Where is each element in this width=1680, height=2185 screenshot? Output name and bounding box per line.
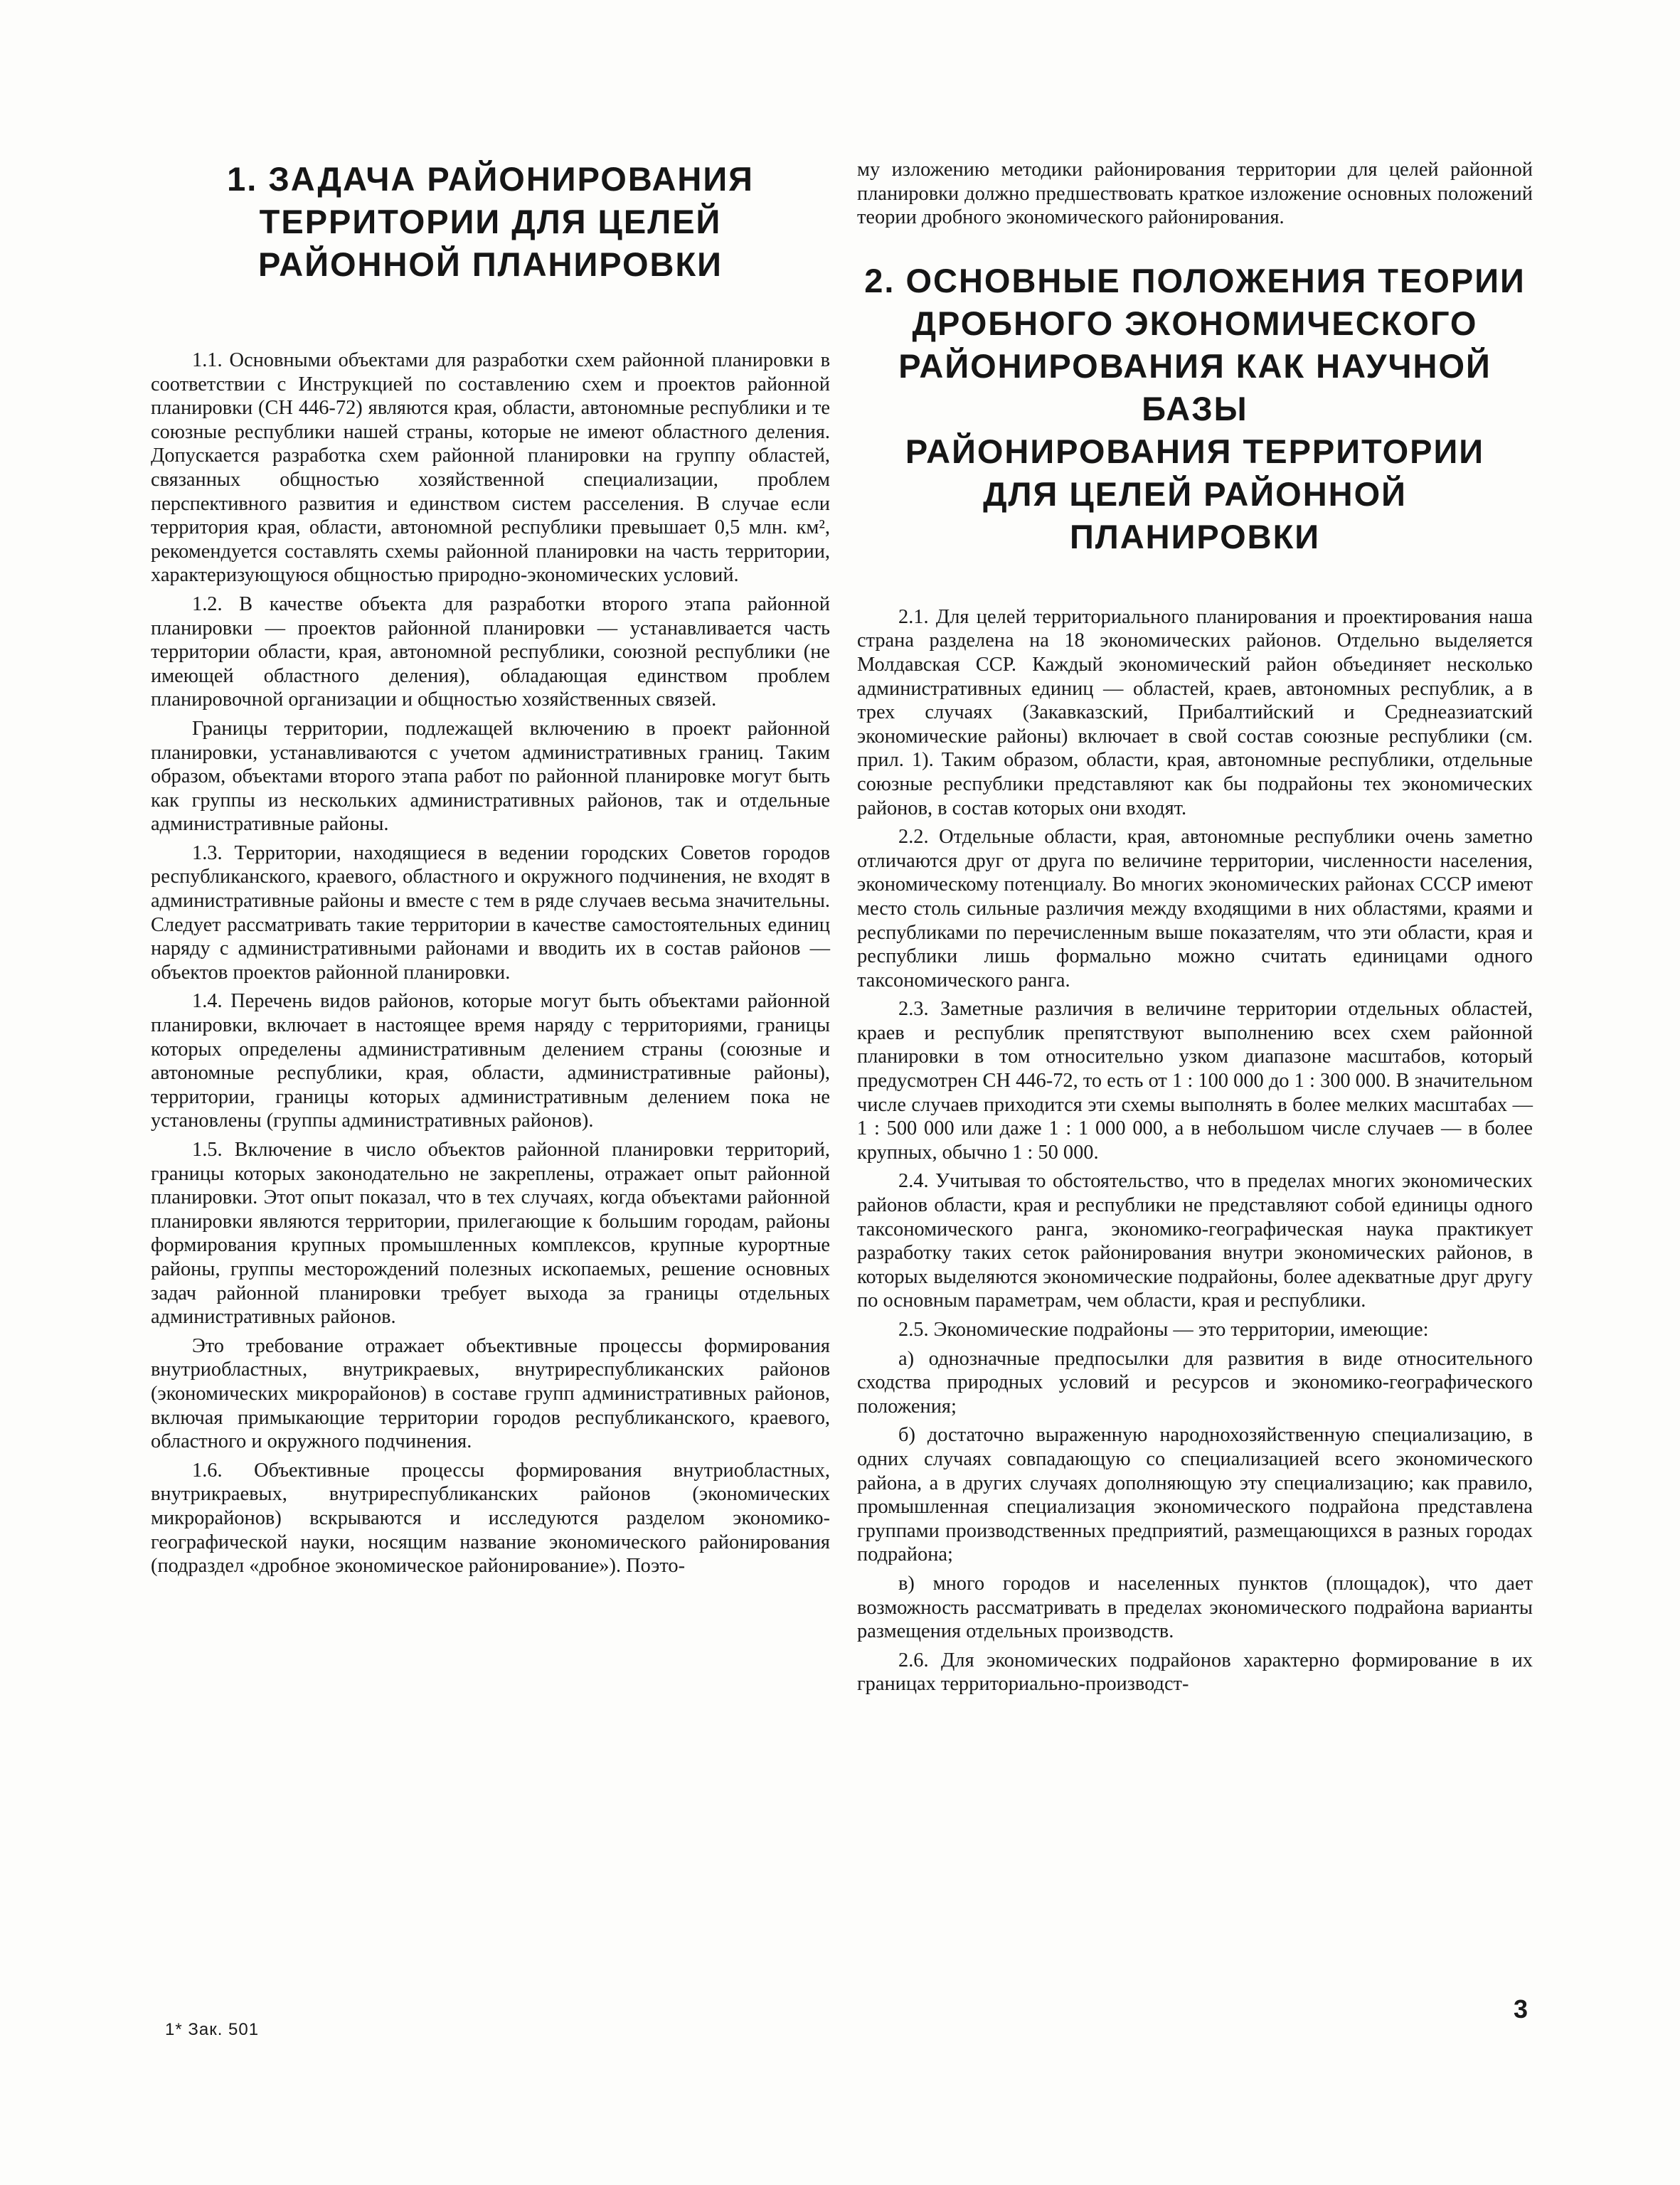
section-1-heading xyxy=(151,158,830,286)
continued-paragraph: му изложению методики районирования территории для целей районной планировки должно предшествовать краткое изложение основных положений теории дробного экономического районирования. xyxy=(857,159,1533,229)
paragraph-1-2: 1.2. В качестве объекта для разработки второго этапа районной планировки — проектов районной планировки — устанавливается часть территории области, края, автономной республики, союзной республики (не имеющей областного деления), обладающая единством проблем планировочной организации и общностью хозяйственных связей. xyxy=(151,592,830,711)
heading-line: 2. ОСНОВНЫЕ ПОЛОЖЕНИЯ ТЕОРИИ xyxy=(864,261,1526,299)
left-column xyxy=(151,158,830,1583)
paragraph-2-6: 2.6. Для экономических подрайонов характерно формирование в их границах территориально-производст- xyxy=(857,1649,1533,1696)
paragraph-1-1: 1.1. Основными объектами для разработки схем районной планировки в соответствии с Инструкцией по составлению схем и проектов районной планировки (СН 446-72) являются края, области, автономные республики и те союзные республики нашей страны, которые не имеют областного деления. Допускается разработка схем районной планировки на группу областей, связанных общностью хозяйственной специализации, проблем перспективного развития и единством систем расселения. В случае если территория края, области, автономной республики превышает 0,5 млн. км², рекомендуется составлять схемы районной планировки на часть территории, характеризующуюся общностью природно-экономических условий. xyxy=(151,349,830,587)
paragraph-2-3: 2.3. Заметные различия в величине территории отдельных областей, краев и республик препятствуют выполнению всех схем районной планировки в том относительно узком диапазоне масштабов, который предусмотрен СН 446-72, то есть от 1 : 100 000 до 1 : 300 000. В значительном числе случаев приходится эти схемы выполнять в более мелких масштабах — 1 : 500 000 или даже 1 : 1 000 000, а в небольшом числе случаев — в более крупных, обычно 1 : 50 000. xyxy=(857,998,1533,1164)
paragraph-2-5: 2.5. Экономические подрайоны — это территории, имеющие: xyxy=(898,1319,1429,1341)
heading-line: 1. ЗАДАЧА РАЙОНИРОВАНИЯ xyxy=(227,160,754,198)
page-number: 3 xyxy=(1514,1994,1529,2024)
paragraph-2-2: 2.2. Отдельные области, края, автономные республики очень заметно отличаются друг от друга по величине территории, численности населения, экономическому потенциалу. Во многих экономических районах СССР имеют место столь сильные различия между входящими в них областями, краями и республиками по перечисленным выше показателям, что эти области, края и республики лишь формально можно считать единицами одного таксономического ранга. xyxy=(857,826,1533,992)
paragraph-2-4: 2.4. Учитывая то обстоятельство, что в пределах многих экономических районов области, края и республики не представляют собой единицы одного таксономического ранга, экономико-географическая наука практикует разработку таких сеток районирования внутри экономических районов, в которых выделяются экономические подрайоны, более адекватные друг другу по основным параметрам, чем области, края и республики. xyxy=(857,1170,1533,1312)
heading-line: ДЛЯ ЦЕЛЕЙ РАЙОННОЙ ПЛАНИРОВКИ xyxy=(983,474,1407,555)
paragraph-1-4: 1.4. Перечень видов районов, которые могут быть объектами районной планировки, включает в настоящее время наряду с территориями, границы которых определены административным делением страны (союзные и автономные республики, края, области, административные районы), территории, границы которых административным делением пока не установлены (группы административных районов). xyxy=(151,990,830,1132)
list-item-b: б) достаточно выраженную народнохозяйственную специализацию, в одних случаях совпадающую со специализацией всего экономического района, а в других случаях дополняющую эту специализацию; как правило, промышленная специализация экономического подрайона представлена группами производственных предприятий, размещающихся в разных городах подрайона; xyxy=(857,1424,1533,1566)
paragraph-1-6 xyxy=(151,1459,830,1578)
heading-line: ТЕРРИТОРИИ ДЛЯ ЦЕЛЕЙ xyxy=(259,203,722,240)
list-item-c: в) много городов и населенных пунктов (площадок), что дает возможность рассматривать в пределах экономического подрайона варианты размещения отдельных производств. xyxy=(857,1572,1533,1643)
paragraph-boundaries: Границы территории, подлежащей включению в проект районной планировки, устанавливаются с учетом административных границ. Таким образом, объектами второго этапа работ по районной планировке могут быть как группы из нескольких административных районов, так и отдельные административные районы. xyxy=(151,717,830,836)
paragraph-1-6-text: 1.6. Объективные процессы формирования внутриобластных, внутрикраевых, внутриреспубликанских районов (экономических микрорайонов) вскрываются и исследуются разделом экономико-географической науки, носящим название экономического районирования (подраздел «дробное экономическое районирование»). Поэто- xyxy=(151,1459,830,1578)
heading-line: РАЙОНИРОВАНИЯ ТЕРРИТОРИИ xyxy=(905,432,1485,470)
heading-line: ДРОБНОГО ЭКОНОМИЧЕСКОГО xyxy=(912,304,1478,342)
paragraph-2-1: 2.1. Для целей территориального планирования и проектирования наша страна разделена на 18 экономических районов. Отдельно выделяется Молдавская ССР. Каждый экономический район объединяет несколько административных единиц — областей, краев, автономных республик, а в трех случаях (Закавказский, Прибалтийский и Среднеазиатский экономические районы) включает в свой состав союзные республики (см. прил. 1). Таким образом, области, края, автономные республики, отдельные союзные республики представляют как бы подрайоны тех экономических районов, в состав которых они входят. xyxy=(857,605,1533,819)
list-item-a: а) однозначные предпосылки для развития в виде относительного сходства природных условий и ресурсов и экономико-географического положения; xyxy=(857,1347,1533,1418)
section-2-heading xyxy=(857,260,1533,558)
right-column xyxy=(857,158,1533,1701)
heading-line: РАЙОНИРОВАНИЯ КАК НАУЧНОЙ БАЗЫ xyxy=(898,346,1492,427)
print-order-note: 1* Зак. 501 xyxy=(165,2020,260,2039)
paragraph-requirement: Это требование отражает объективные процессы формирования внутриобластных, внутрикраевых, внутриреспубликанских районов (экономических микрорайонов) в составе групп административных районов, включая примыкающие территории городов республиканского, краевого, областного и окружного подчинения. xyxy=(151,1334,830,1453)
heading-line: РАЙОННОЙ ПЛАНИРОВКИ xyxy=(258,245,723,283)
paragraph-1-5: 1.5. Включение в число объектов районной планировки территорий, границы которых законодательно не закреплены, отражает опыт районной планировки. Этот опыт показал, что в тех случаях, когда объектами районной планировки являются территории, прилегающие к большим городам, районы формирования крупных промышленных комплексов, крупные курортные районы, группы месторождений полезных ископаемых, решение основных задач районной планировки требует выхода за границы отдельных административных районов. xyxy=(151,1139,830,1329)
paragraph-1-3: 1.3. Территории, находящиеся в ведении городских Советов городов республиканского, краевого, областного и окружного подчинения, не входят в административные районы и вместе с тем в ряде случаев весьма значительны. Следует рассматривать такие территории в качестве самостоятельных единиц наряду с административными районами и вводить их в состав районов — объектов проектов районной планировки. xyxy=(151,841,830,984)
